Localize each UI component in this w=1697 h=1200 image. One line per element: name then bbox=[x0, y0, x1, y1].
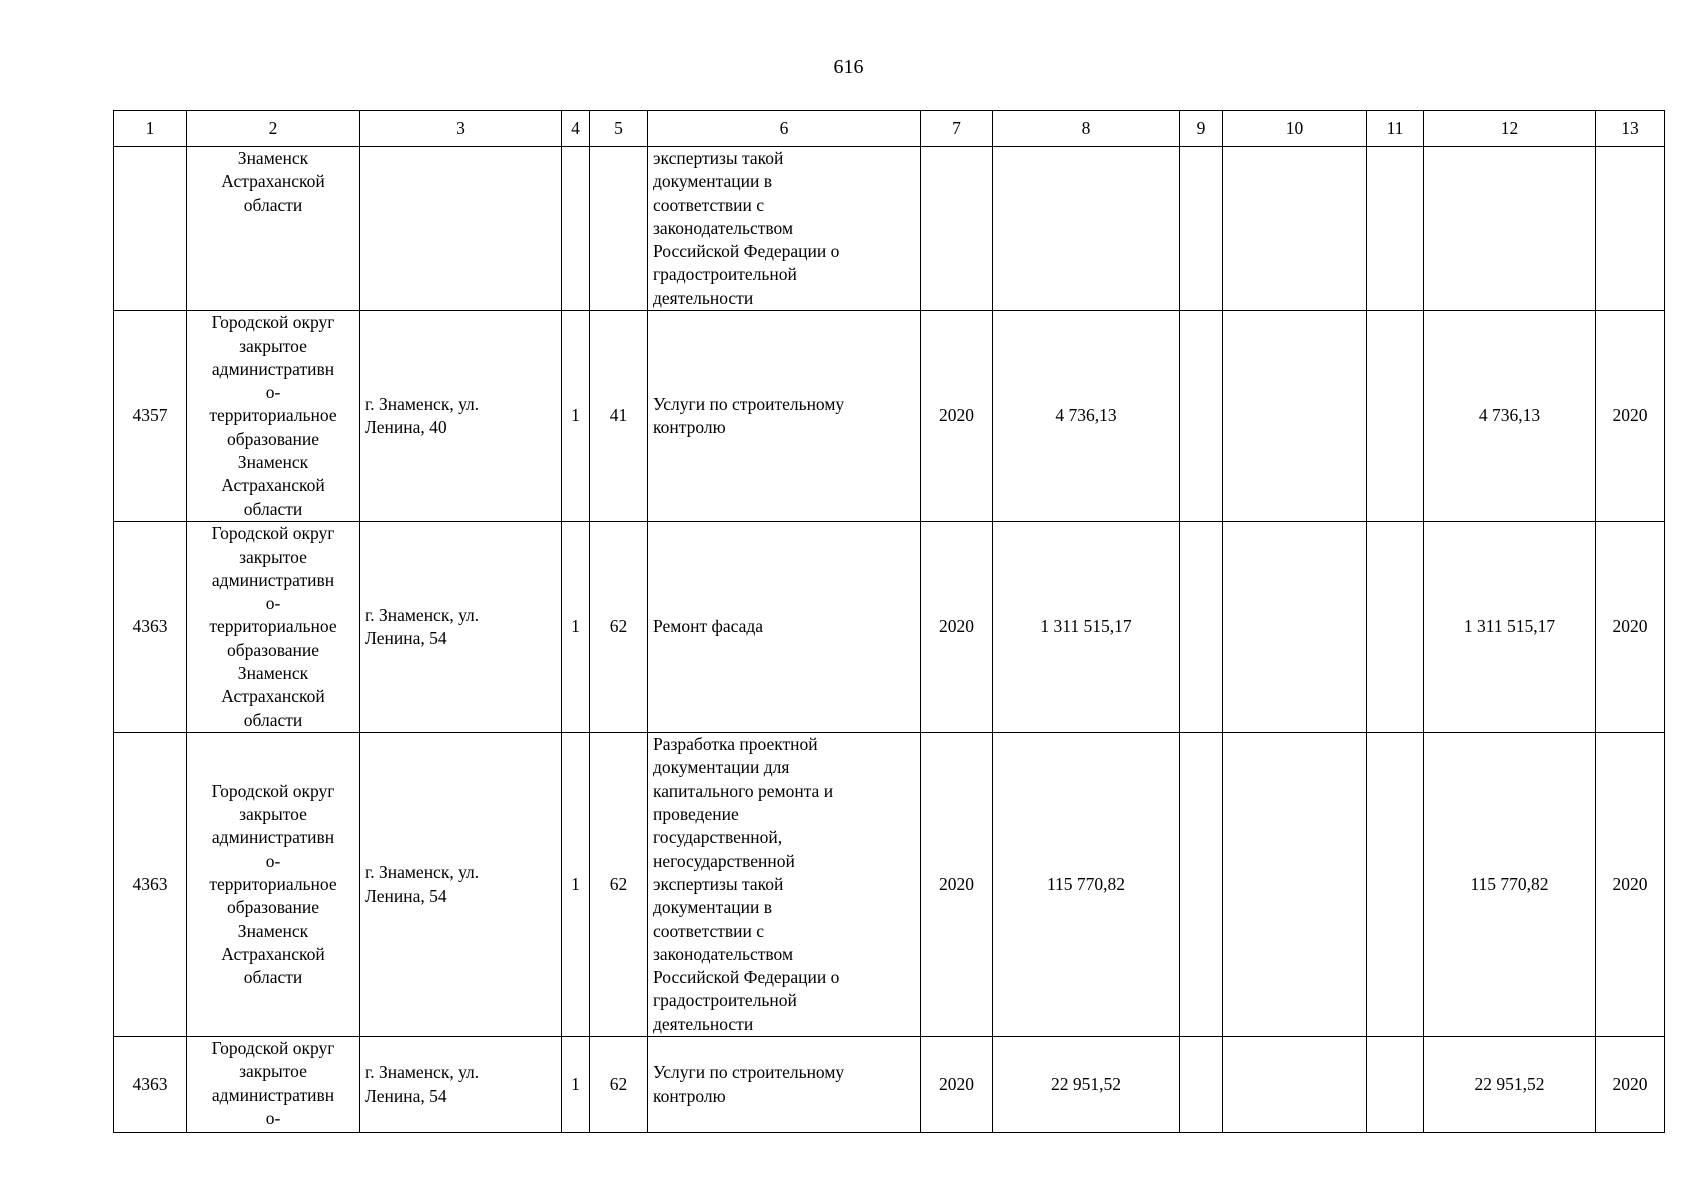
cell-col12: 4 736,13 bbox=[1424, 311, 1596, 522]
column-header-7: 7 bbox=[921, 111, 993, 147]
cell-col4: 1 bbox=[562, 733, 590, 1037]
cell-col4: 1 bbox=[562, 311, 590, 522]
cell-col4 bbox=[562, 147, 590, 311]
cell-col11 bbox=[1367, 733, 1424, 1037]
table-row bbox=[114, 1037, 1665, 1133]
cell-amount: 22 951,52 bbox=[993, 1037, 1180, 1133]
cell-address: г. Знаменск, ул. Ленина, 54 bbox=[360, 1037, 562, 1133]
cell-year: 2020 bbox=[921, 1037, 993, 1133]
column-header-12: 12 bbox=[1424, 111, 1596, 147]
column-header-6: 6 bbox=[648, 111, 921, 147]
cell-year: 2020 bbox=[921, 522, 993, 733]
cell-col12: 1 311 515,17 bbox=[1424, 522, 1596, 733]
cell-year bbox=[921, 147, 993, 311]
column-header-11: 11 bbox=[1367, 111, 1424, 147]
cell-col9 bbox=[1180, 1037, 1223, 1133]
cell-address bbox=[360, 147, 562, 311]
cell-work-type: Разработка проектной документации для капитального ремонта и проведение государственной, негосударственной экспертизы такой документации в соответствии с законодательством Российской Федерации о градостроительной деятельности bbox=[648, 733, 921, 1037]
cell-address: г. Знаменск, ул. Ленина, 40 bbox=[360, 311, 562, 522]
cell-col10 bbox=[1223, 733, 1367, 1037]
cell-col10 bbox=[1223, 522, 1367, 733]
cell-col10 bbox=[1223, 147, 1367, 311]
cell-amount: 115 770,82 bbox=[993, 733, 1180, 1037]
column-header-3: 3 bbox=[360, 111, 562, 147]
cell-year: 2020 bbox=[921, 733, 993, 1037]
cell-amount: 4 736,13 bbox=[993, 311, 1180, 522]
column-header-9: 9 bbox=[1180, 111, 1223, 147]
cell-col12: 115 770,82 bbox=[1424, 733, 1596, 1037]
cell-col11 bbox=[1367, 522, 1424, 733]
cell-col11 bbox=[1367, 1037, 1424, 1133]
cell-col13: 2020 bbox=[1596, 1037, 1665, 1133]
cell-work-type: экспертизы такой документации в соответствии с законодательством Российской Федерации о градостроительной деятельности bbox=[648, 147, 921, 311]
cell-col9 bbox=[1180, 733, 1223, 1037]
cell-work-type: Услуги по строительному контролю bbox=[648, 311, 921, 522]
column-header-8: 8 bbox=[993, 111, 1180, 147]
cell-work-type: Услуги по строительному контролю bbox=[648, 1037, 921, 1133]
cell-col13: 2020 bbox=[1596, 522, 1665, 733]
cell-municipality: Городской округ закрытое административн о- территориальное образование Знаменск Астраханской области bbox=[187, 733, 360, 1037]
cell-number: 4357 bbox=[114, 311, 187, 522]
cell-col13: 2020 bbox=[1596, 733, 1665, 1037]
cell-work-type: Ремонт фасада bbox=[648, 522, 921, 733]
table-row bbox=[114, 311, 1665, 522]
cell-municipality: Городской округ закрытое административн о- территориальное образование Знаменск Астраханской области bbox=[187, 522, 360, 733]
cell-municipality: Городской округ закрытое административн о- территориальное образование Знаменск Астраханской области bbox=[187, 311, 360, 522]
cell-col12 bbox=[1424, 147, 1596, 311]
cell-address: г. Знаменск, ул. Ленина, 54 bbox=[360, 733, 562, 1037]
cell-col5 bbox=[590, 147, 648, 311]
page-number: 616 bbox=[833, 56, 864, 78]
column-header-13: 13 bbox=[1596, 111, 1665, 147]
column-header-4: 4 bbox=[562, 111, 590, 147]
cell-col5: 41 bbox=[590, 311, 648, 522]
table-row bbox=[114, 147, 1665, 311]
cell-col4: 1 bbox=[562, 1037, 590, 1133]
column-header-5: 5 bbox=[590, 111, 648, 147]
column-header-10: 10 bbox=[1223, 111, 1367, 147]
cell-col13: 2020 bbox=[1596, 311, 1665, 522]
cell-number: 4363 bbox=[114, 733, 187, 1037]
registry-table bbox=[113, 110, 1665, 1133]
cell-col11 bbox=[1367, 311, 1424, 522]
cell-col5: 62 bbox=[590, 522, 648, 733]
cell-col5: 62 bbox=[590, 733, 648, 1037]
column-header-1: 1 bbox=[114, 111, 187, 147]
table-row bbox=[114, 522, 1665, 733]
cell-col5: 62 bbox=[590, 1037, 648, 1133]
column-header-2: 2 bbox=[187, 111, 360, 147]
cell-col9 bbox=[1180, 311, 1223, 522]
cell-number: 4363 bbox=[114, 522, 187, 733]
table-row bbox=[114, 733, 1665, 1037]
cell-col9 bbox=[1180, 522, 1223, 733]
cell-municipality: Знаменск Астраханской области bbox=[187, 147, 360, 311]
header-row bbox=[114, 111, 1665, 147]
cell-col10 bbox=[1223, 1037, 1367, 1133]
cell-col12: 22 951,52 bbox=[1424, 1037, 1596, 1133]
cell-amount bbox=[993, 147, 1180, 311]
cell-year: 2020 bbox=[921, 311, 993, 522]
cell-col4: 1 bbox=[562, 522, 590, 733]
cell-col9 bbox=[1180, 147, 1223, 311]
cell-number bbox=[114, 147, 187, 311]
cell-col11 bbox=[1367, 147, 1424, 311]
cell-amount: 1 311 515,17 bbox=[993, 522, 1180, 733]
cell-address: г. Знаменск, ул. Ленина, 54 bbox=[360, 522, 562, 733]
cell-col13 bbox=[1596, 147, 1665, 311]
cell-municipality: Городской округ закрытое административн о- bbox=[187, 1037, 360, 1133]
cell-number: 4363 bbox=[114, 1037, 187, 1133]
cell-col10 bbox=[1223, 311, 1367, 522]
